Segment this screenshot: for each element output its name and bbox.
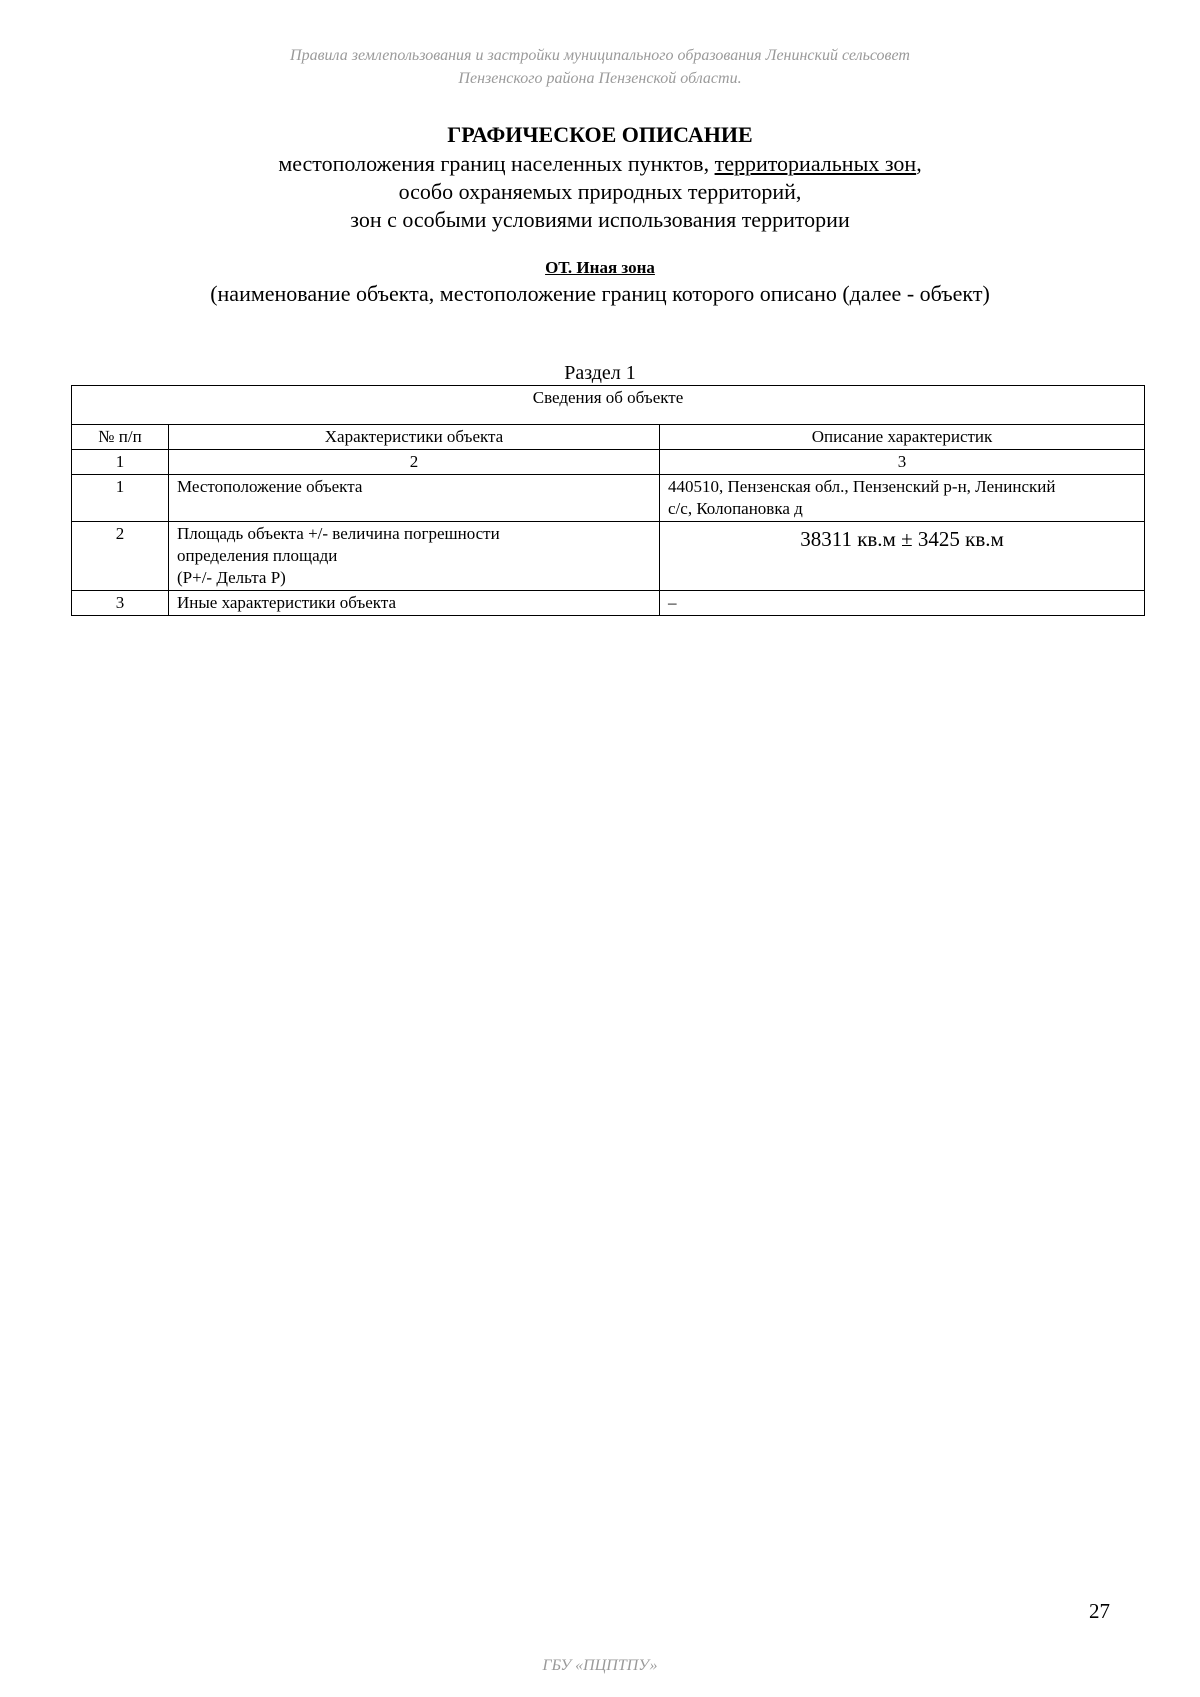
object-caption: (наименование объекта, местоположение границ которого описано (далее - объект) [210, 281, 990, 306]
running-footer: ГБУ «ПЦПТПУ» [542, 1657, 658, 1674]
row-description-line-2: с/с, Колопановка д [668, 499, 803, 518]
page-number: 27 [1089, 1599, 1110, 1623]
document-title: ГРАФИЧЕСКОЕ ОПИСАНИЕ [447, 122, 753, 147]
table-row [72, 522, 1145, 591]
subtitle-line-1-start: местоположения границ населенных пунктов, [278, 151, 715, 176]
row-number: 1 [72, 475, 169, 522]
row-characteristic: Иные характеристики объекта [169, 591, 660, 616]
subtitle-line-2: особо охраняемых природных территорий, [398, 179, 802, 204]
table-column-number-row [72, 450, 1145, 475]
area-value: 38311 кв.м ± 3425 кв.м [800, 527, 1004, 551]
table-row [72, 591, 1145, 616]
object-block [0, 257, 1200, 309]
row-characteristic-line-2: определения площади [177, 546, 338, 565]
table-caption-row [72, 386, 1145, 425]
section-label: Раздел 1 [564, 362, 636, 384]
column-number-2: 2 [169, 450, 660, 475]
subtitle-line-1 [0, 150, 1200, 178]
title-block [0, 120, 1200, 234]
object-name: ОТ. Иная зона [545, 258, 655, 277]
table-row [72, 475, 1145, 522]
row-number: 3 [72, 591, 169, 616]
row-number: 2 [72, 522, 169, 591]
row-characteristic-line-3: (P+/- Дельта P) [177, 568, 286, 587]
header-characteristic: Характеристики объекта [169, 425, 660, 450]
header-number: № п/п [72, 425, 169, 450]
row-characteristic [169, 522, 660, 591]
row-description-line-1: 440510, Пензенская обл., Пензенский р-н, Ленинский [668, 477, 1056, 496]
column-number-3: 3 [660, 450, 1145, 475]
row-description: – [660, 591, 1145, 616]
object-info-table [71, 385, 1145, 616]
row-description [660, 475, 1145, 522]
running-header-line-2: Пензенского района Пензенской области. [458, 70, 742, 87]
table-header-row [72, 425, 1145, 450]
row-description [660, 522, 1145, 591]
column-number-1: 1 [72, 450, 169, 475]
table-caption: Сведения об объекте [72, 386, 1145, 425]
header-description: Описание характеристик [660, 425, 1145, 450]
row-characteristic-line-1: Площадь объекта +/- величина погрешности [177, 524, 500, 543]
running-header-line-1: Правила землепользования и застройки муниципального образования Ленинский сельсовет [290, 47, 910, 64]
subtitle-underlined-term: территориальных зон [714, 151, 917, 176]
running-header [0, 44, 1200, 90]
subtitle-line-1-end: , [916, 151, 922, 176]
subtitle-line-3: зон с особыми условиями использования территории [350, 207, 850, 232]
row-characteristic: Местоположение объекта [169, 475, 660, 522]
